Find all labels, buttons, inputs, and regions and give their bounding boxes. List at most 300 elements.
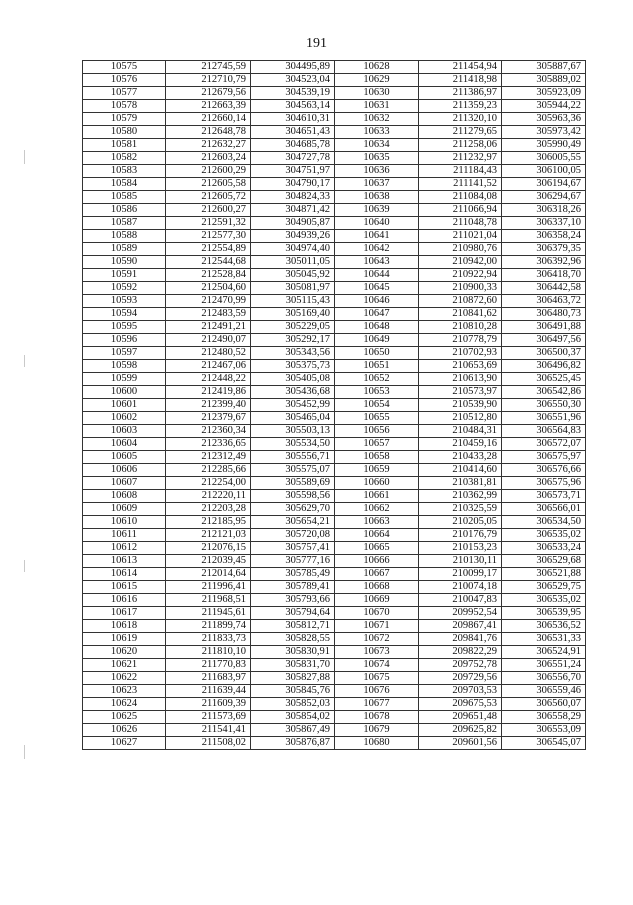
- point-number-cell: 10639: [335, 204, 419, 217]
- coordinate-cell: 305534,50: [251, 438, 335, 451]
- point-number-cell: 10630: [335, 87, 419, 100]
- coordinate-cell: 304727,78: [251, 152, 335, 165]
- coordinate-cell: 305436,68: [251, 386, 335, 399]
- table-row: [83, 139, 586, 152]
- coordinate-cell: 212663,39: [166, 100, 251, 113]
- table-row: [83, 74, 586, 87]
- point-number-cell: 10648: [335, 321, 419, 334]
- point-number-cell: 10576: [83, 74, 166, 87]
- table-row: [83, 321, 586, 334]
- point-number-cell: 10673: [335, 646, 419, 659]
- coordinate-cell: 211639,44: [166, 685, 251, 698]
- coordinate-cell: 305794,64: [251, 607, 335, 620]
- point-number-cell: 10596: [83, 334, 166, 347]
- coordinate-cell: 212632,27: [166, 139, 251, 152]
- point-number-cell: 10590: [83, 256, 166, 269]
- point-number-cell: 10609: [83, 503, 166, 516]
- point-number-cell: 10658: [335, 451, 419, 464]
- coordinate-cell: 212483,59: [166, 308, 251, 321]
- point-number-cell: 10604: [83, 438, 166, 451]
- coordinate-cell: 212220,11: [166, 490, 251, 503]
- coordinate-cell: 306566,01: [502, 503, 586, 516]
- point-number-cell: 10617: [83, 607, 166, 620]
- coordinate-cell: 212360,34: [166, 425, 251, 438]
- coordinate-cell: 306100,05: [502, 165, 586, 178]
- coordinate-cell: 210980,76: [419, 243, 502, 256]
- table-row: [83, 555, 586, 568]
- point-number-cell: 10652: [335, 373, 419, 386]
- point-number-cell: 10613: [83, 555, 166, 568]
- table-row: [83, 594, 586, 607]
- coordinate-cell: 306535,02: [502, 529, 586, 542]
- coordinate-cell: 304539,19: [251, 87, 335, 100]
- table-row: [83, 360, 586, 373]
- point-number-cell: 10606: [83, 464, 166, 477]
- coordinate-cell: 305720,08: [251, 529, 335, 542]
- coordinate-cell: 212491,21: [166, 321, 251, 334]
- coordinate-cell: 305757,41: [251, 542, 335, 555]
- point-number-cell: 10592: [83, 282, 166, 295]
- coordinate-cell: 212591,32: [166, 217, 251, 230]
- coordinate-cell: 212014,64: [166, 568, 251, 581]
- point-number-cell: 10608: [83, 490, 166, 503]
- table-row: [83, 178, 586, 191]
- table-row: [83, 646, 586, 659]
- table-row: [83, 230, 586, 243]
- table-row: [83, 607, 586, 620]
- coordinate-cell: 306521,88: [502, 568, 586, 581]
- table-row: [83, 217, 586, 230]
- coordinate-cell: 306553,09: [502, 724, 586, 737]
- table-row: [83, 503, 586, 516]
- point-number-cell: 10651: [335, 360, 419, 373]
- coordinate-cell: 211418,98: [419, 74, 502, 87]
- coordinate-cell: 212603,24: [166, 152, 251, 165]
- coordinate-cell: 306318,26: [502, 204, 586, 217]
- point-number-cell: 10575: [83, 61, 166, 74]
- coordinate-cell: 211258,06: [419, 139, 502, 152]
- coordinate-cell: 212185,95: [166, 516, 251, 529]
- point-number-cell: 10679: [335, 724, 419, 737]
- table-row: [83, 633, 586, 646]
- coordinate-cell: 211541,41: [166, 724, 251, 737]
- point-number-cell: 10616: [83, 594, 166, 607]
- point-number-cell: 10598: [83, 360, 166, 373]
- table-row: [83, 490, 586, 503]
- point-number-cell: 10670: [335, 607, 419, 620]
- table-row: [83, 295, 586, 308]
- coordinate-cell: 212448,22: [166, 373, 251, 386]
- table-row: [83, 477, 586, 490]
- point-number-cell: 10594: [83, 308, 166, 321]
- table-row: [83, 568, 586, 581]
- coordinate-cell: 306550,30: [502, 399, 586, 412]
- coordinate-cell: 210810,28: [419, 321, 502, 334]
- point-number-cell: 10624: [83, 698, 166, 711]
- coordinate-cell: 306337,10: [502, 217, 586, 230]
- coordinate-cell: 305828,55: [251, 633, 335, 646]
- point-number-cell: 10641: [335, 230, 419, 243]
- coordinate-cell: 210539,90: [419, 399, 502, 412]
- table-row: [83, 165, 586, 178]
- coordinate-cell: 212419,86: [166, 386, 251, 399]
- table-row: [83, 672, 586, 685]
- coordinate-cell: 212605,72: [166, 191, 251, 204]
- coordinate-cell: 210153,23: [419, 542, 502, 555]
- table-row: [83, 399, 586, 412]
- coordinate-cell: 210573,97: [419, 386, 502, 399]
- coordinate-cell: 306542,86: [502, 386, 586, 399]
- table-row: [83, 373, 586, 386]
- coordinate-cell: 212648,78: [166, 126, 251, 139]
- point-number-cell: 10612: [83, 542, 166, 555]
- margin-mark: [24, 560, 25, 572]
- coordinate-cell: 211683,97: [166, 672, 251, 685]
- point-number-cell: 10668: [335, 581, 419, 594]
- coordinate-cell: 210205,05: [419, 516, 502, 529]
- table-row: [83, 581, 586, 594]
- coordinate-cell: 211141,52: [419, 178, 502, 191]
- coordinate-cell: 212039,45: [166, 555, 251, 568]
- coordinate-cell: 305963,36: [502, 113, 586, 126]
- coordinate-cell: 210942,00: [419, 256, 502, 269]
- coordinate-cell: 209841,76: [419, 633, 502, 646]
- coordinate-cell: 306556,70: [502, 672, 586, 685]
- point-number-cell: 10625: [83, 711, 166, 724]
- coordinates-table: [82, 60, 586, 750]
- coordinate-cell: 212467,06: [166, 360, 251, 373]
- coordinate-cell: 306564,83: [502, 425, 586, 438]
- coordinate-cell: 305789,41: [251, 581, 335, 594]
- coordinate-cell: 305777,16: [251, 555, 335, 568]
- margin-mark: [24, 745, 25, 759]
- coordinate-cell: 210130,11: [419, 555, 502, 568]
- point-number-cell: 10597: [83, 347, 166, 360]
- point-number-cell: 10584: [83, 178, 166, 191]
- coordinate-cell: 210841,62: [419, 308, 502, 321]
- table-row: [83, 386, 586, 399]
- coordinate-cell: 306529,75: [502, 581, 586, 594]
- point-number-cell: 10659: [335, 464, 419, 477]
- point-number-cell: 10588: [83, 230, 166, 243]
- coordinate-cell: 305229,05: [251, 321, 335, 334]
- coordinate-cell: 304651,43: [251, 126, 335, 139]
- coordinate-cell: 212470,99: [166, 295, 251, 308]
- coordinate-cell: 306539,95: [502, 607, 586, 620]
- coordinate-cell: 211833,73: [166, 633, 251, 646]
- coordinate-cell: 209625,82: [419, 724, 502, 737]
- point-number-cell: 10666: [335, 555, 419, 568]
- point-number-cell: 10676: [335, 685, 419, 698]
- table-row: [83, 425, 586, 438]
- point-number-cell: 10578: [83, 100, 166, 113]
- point-number-cell: 10650: [335, 347, 419, 360]
- point-number-cell: 10645: [335, 282, 419, 295]
- point-number-cell: 10587: [83, 217, 166, 230]
- point-number-cell: 10660: [335, 477, 419, 490]
- coordinate-cell: 306524,91: [502, 646, 586, 659]
- point-number-cell: 10593: [83, 295, 166, 308]
- coordinate-cell: 209651,48: [419, 711, 502, 724]
- coordinate-cell: 212544,68: [166, 256, 251, 269]
- point-number-cell: 10583: [83, 165, 166, 178]
- coordinate-cell: 306392,96: [502, 256, 586, 269]
- coordinate-cell: 305852,03: [251, 698, 335, 711]
- coordinate-cell: 305867,49: [251, 724, 335, 737]
- point-number-cell: 10664: [335, 529, 419, 542]
- coordinate-cell: 211386,97: [419, 87, 502, 100]
- coordinate-cell: 305115,43: [251, 295, 335, 308]
- coordinate-cell: 305169,40: [251, 308, 335, 321]
- coordinate-cell: 211573,69: [166, 711, 251, 724]
- coordinate-cell: 304871,42: [251, 204, 335, 217]
- point-number-cell: 10675: [335, 672, 419, 685]
- coordinate-cell: 212504,60: [166, 282, 251, 295]
- coordinate-cell: 306560,07: [502, 698, 586, 711]
- point-number-cell: 10636: [335, 165, 419, 178]
- coordinate-cell: 212679,56: [166, 87, 251, 100]
- table-row: [83, 308, 586, 321]
- coordinate-cell: 306529,68: [502, 555, 586, 568]
- coordinate-cell: 305990,49: [502, 139, 586, 152]
- coordinate-cell: 306558,29: [502, 711, 586, 724]
- coordinate-cell: 305812,71: [251, 620, 335, 633]
- coordinate-cell: 211320,10: [419, 113, 502, 126]
- point-number-cell: 10643: [335, 256, 419, 269]
- coordinate-cell: 305923,09: [502, 87, 586, 100]
- coordinate-cell: 210176,79: [419, 529, 502, 542]
- coordinate-cell: 305045,92: [251, 269, 335, 282]
- point-number-cell: 10599: [83, 373, 166, 386]
- coordinate-cell: 305793,66: [251, 594, 335, 607]
- coordinate-cell: 211454,94: [419, 61, 502, 74]
- coordinate-cell: 212399,40: [166, 399, 251, 412]
- point-number-cell: 10671: [335, 620, 419, 633]
- point-number-cell: 10577: [83, 87, 166, 100]
- coordinate-cell: 306294,67: [502, 191, 586, 204]
- point-number-cell: 10663: [335, 516, 419, 529]
- point-number-cell: 10580: [83, 126, 166, 139]
- coordinate-cell: 210922,94: [419, 269, 502, 282]
- coordinate-cell: 305654,21: [251, 516, 335, 529]
- coordinate-cell: 212660,14: [166, 113, 251, 126]
- coordinate-cell: 304905,87: [251, 217, 335, 230]
- coordinate-cell: 306497,56: [502, 334, 586, 347]
- coordinate-cell: 305944,22: [502, 100, 586, 113]
- coordinate-cell: 209601,56: [419, 737, 502, 750]
- table-row: [83, 412, 586, 425]
- point-number-cell: 10621: [83, 659, 166, 672]
- coordinate-cell: 305292,17: [251, 334, 335, 347]
- table-row: [83, 438, 586, 451]
- coordinate-cell: 305465,04: [251, 412, 335, 425]
- coordinate-cell: 212203,28: [166, 503, 251, 516]
- point-number-cell: 10622: [83, 672, 166, 685]
- table-row: [83, 529, 586, 542]
- table-row: [83, 685, 586, 698]
- coordinate-cell: 212554,89: [166, 243, 251, 256]
- coordinate-cell: 305887,67: [502, 61, 586, 74]
- table-row: [83, 698, 586, 711]
- point-number-cell: 10600: [83, 386, 166, 399]
- coordinate-cell: 212076,15: [166, 542, 251, 555]
- margin-mark: [24, 150, 25, 164]
- point-number-cell: 10654: [335, 399, 419, 412]
- coordinate-cell: 305854,02: [251, 711, 335, 724]
- point-number-cell: 10672: [335, 633, 419, 646]
- margin-mark: [24, 355, 25, 367]
- table-row: [83, 737, 586, 750]
- point-number-cell: 10635: [335, 152, 419, 165]
- table-row: [83, 464, 586, 477]
- coordinate-cell: 306500,37: [502, 347, 586, 360]
- coordinate-cell: 209952,54: [419, 607, 502, 620]
- point-number-cell: 10647: [335, 308, 419, 321]
- point-number-cell: 10655: [335, 412, 419, 425]
- coordinate-cell: 210414,60: [419, 464, 502, 477]
- table-row: [83, 126, 586, 139]
- coordinate-cell: 210512,80: [419, 412, 502, 425]
- table-row: [83, 711, 586, 724]
- point-number-cell: 10628: [335, 61, 419, 74]
- point-number-cell: 10623: [83, 685, 166, 698]
- coordinate-cell: 306575,96: [502, 477, 586, 490]
- coordinate-cell: 305343,56: [251, 347, 335, 360]
- coordinate-cell: 306551,96: [502, 412, 586, 425]
- coordinate-cell: 212285,66: [166, 464, 251, 477]
- point-number-cell: 10680: [335, 737, 419, 750]
- point-number-cell: 10591: [83, 269, 166, 282]
- point-number-cell: 10653: [335, 386, 419, 399]
- point-number-cell: 10595: [83, 321, 166, 334]
- coordinate-cell: 305785,49: [251, 568, 335, 581]
- point-number-cell: 10620: [83, 646, 166, 659]
- coordinate-cell: 211066,94: [419, 204, 502, 217]
- coordinate-cell: 210900,33: [419, 282, 502, 295]
- point-number-cell: 10640: [335, 217, 419, 230]
- point-number-cell: 10589: [83, 243, 166, 256]
- coordinate-cell: 210872,60: [419, 295, 502, 308]
- coordinate-cell: 305556,71: [251, 451, 335, 464]
- coordinate-cell: 210702,93: [419, 347, 502, 360]
- coordinate-cell: 211232,97: [419, 152, 502, 165]
- table-row: [83, 269, 586, 282]
- point-number-cell: 10646: [335, 295, 419, 308]
- coordinate-cell: 212745,59: [166, 61, 251, 74]
- coordinate-cell: 305598,56: [251, 490, 335, 503]
- coordinate-cell: 212490,07: [166, 334, 251, 347]
- coordinate-cell: 304790,17: [251, 178, 335, 191]
- point-number-cell: 10656: [335, 425, 419, 438]
- coordinate-cell: 211945,61: [166, 607, 251, 620]
- table-row: [83, 516, 586, 529]
- coordinate-cell: 211899,74: [166, 620, 251, 633]
- coordinate-cell: 306194,67: [502, 178, 586, 191]
- coordinate-cell: 306418,70: [502, 269, 586, 282]
- point-number-cell: 10615: [83, 581, 166, 594]
- point-number-cell: 10669: [335, 594, 419, 607]
- coordinate-cell: 306559,46: [502, 685, 586, 698]
- point-number-cell: 10677: [335, 698, 419, 711]
- point-number-cell: 10579: [83, 113, 166, 126]
- coordinate-cell: 212600,29: [166, 165, 251, 178]
- coordinate-cell: 210074,18: [419, 581, 502, 594]
- coordinate-cell: 306496,82: [502, 360, 586, 373]
- coordinate-cell: 304610,31: [251, 113, 335, 126]
- coordinate-cell: 306535,02: [502, 594, 586, 607]
- table-row: [83, 724, 586, 737]
- coordinate-cell: 211609,39: [166, 698, 251, 711]
- coordinate-cell: 306573,71: [502, 490, 586, 503]
- point-number-cell: 10629: [335, 74, 419, 87]
- point-number-cell: 10662: [335, 503, 419, 516]
- table-row: [83, 659, 586, 672]
- table-row: [83, 113, 586, 126]
- coordinate-cell: 305827,88: [251, 672, 335, 685]
- coordinate-cell: 212312,49: [166, 451, 251, 464]
- coordinate-cell: 211048,78: [419, 217, 502, 230]
- coordinate-cell: 305503,13: [251, 425, 335, 438]
- point-number-cell: 10602: [83, 412, 166, 425]
- coordinate-cell: 304523,04: [251, 74, 335, 87]
- coordinate-cell: 306575,97: [502, 451, 586, 464]
- coordinate-cell: 306531,33: [502, 633, 586, 646]
- point-number-cell: 10631: [335, 100, 419, 113]
- table-row: [83, 100, 586, 113]
- coordinate-cell: 304751,97: [251, 165, 335, 178]
- point-number-cell: 10586: [83, 204, 166, 217]
- coordinate-cell: 306525,45: [502, 373, 586, 386]
- coordinate-cell: 306442,58: [502, 282, 586, 295]
- point-number-cell: 10582: [83, 152, 166, 165]
- coordinate-cell: 212710,79: [166, 74, 251, 87]
- table-row: [83, 542, 586, 555]
- coordinate-cell: 305575,07: [251, 464, 335, 477]
- coordinate-cell: 212528,84: [166, 269, 251, 282]
- point-number-cell: 10665: [335, 542, 419, 555]
- table-row: [83, 204, 586, 217]
- coordinate-cell: 304495,89: [251, 61, 335, 74]
- coordinate-cell: 305081,97: [251, 282, 335, 295]
- point-number-cell: 10637: [335, 178, 419, 191]
- coordinate-cell: 306491,88: [502, 321, 586, 334]
- table-row: [83, 347, 586, 360]
- coordinate-cell: 212379,67: [166, 412, 251, 425]
- coordinate-cell: 210459,16: [419, 438, 502, 451]
- point-number-cell: 10585: [83, 191, 166, 204]
- coordinate-cell: 209675,53: [419, 698, 502, 711]
- page-number: 191: [306, 36, 327, 51]
- coordinate-cell: 305589,69: [251, 477, 335, 490]
- coordinate-cell: 212254,00: [166, 477, 251, 490]
- coordinate-cell: 211279,65: [419, 126, 502, 139]
- coordinate-cell: 304974,40: [251, 243, 335, 256]
- point-number-cell: 10627: [83, 737, 166, 750]
- coordinate-cell: 305375,73: [251, 360, 335, 373]
- table-row: [83, 152, 586, 165]
- coordinate-cell: 212480,52: [166, 347, 251, 360]
- point-number-cell: 10614: [83, 568, 166, 581]
- point-number-cell: 10642: [335, 243, 419, 256]
- coordinate-cell: 306533,24: [502, 542, 586, 555]
- coordinate-cell: 211968,51: [166, 594, 251, 607]
- coordinate-cell: 209729,56: [419, 672, 502, 685]
- coordinate-cell: 212577,30: [166, 230, 251, 243]
- coordinate-cell: 306480,73: [502, 308, 586, 321]
- coordinate-cell: 306576,66: [502, 464, 586, 477]
- point-number-cell: 10667: [335, 568, 419, 581]
- point-number-cell: 10611: [83, 529, 166, 542]
